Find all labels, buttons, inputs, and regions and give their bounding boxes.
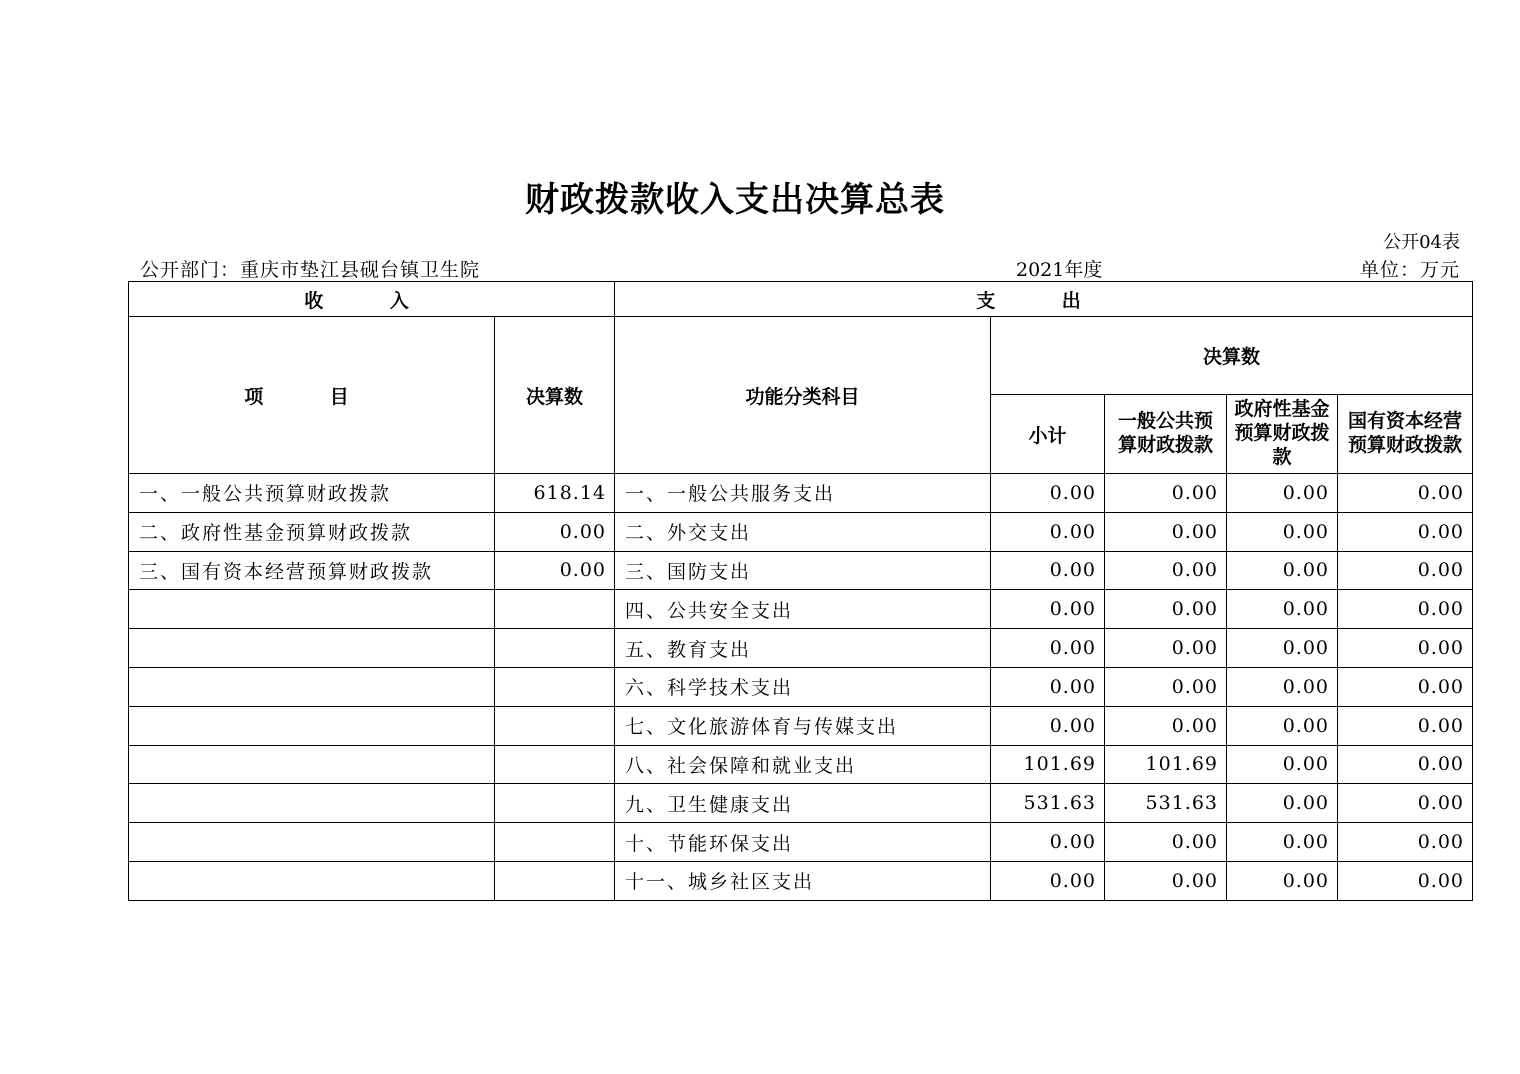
expense-item: 七、文化旅游体育与传媒支出 <box>615 706 991 745</box>
expense-item: 三、国防支出 <box>615 551 991 590</box>
general-budget-value: 0.00 <box>1105 706 1227 745</box>
table-row <box>129 745 1473 784</box>
income-item <box>129 590 495 629</box>
general-budget-value: 0.00 <box>1105 551 1227 590</box>
state-capital-value: 0.00 <box>1338 512 1473 551</box>
income-amount <box>495 667 615 706</box>
expense-item: 五、教育支出 <box>615 629 991 668</box>
income-item <box>129 667 495 706</box>
income-amount <box>495 706 615 745</box>
table-row <box>129 551 1473 590</box>
gov-fund-value: 0.00 <box>1227 512 1338 551</box>
income-item <box>129 861 495 900</box>
income-item: 三、国有资本经营预算财政拨款 <box>129 551 495 590</box>
table-row <box>129 629 1473 668</box>
subtotal-value: 531.63 <box>991 784 1105 823</box>
amount-header: 决算数 <box>495 317 615 474</box>
gov-fund-value: 0.00 <box>1227 861 1338 900</box>
state-capital-value: 0.00 <box>1338 706 1473 745</box>
income-item: 一、一般公共预算财政拨款 <box>129 474 495 513</box>
func-category-header: 功能分类科目 <box>615 317 991 474</box>
income-header: 收 入 <box>129 282 615 317</box>
gov-fund-value: 0.00 <box>1227 629 1338 668</box>
subtotal-value: 0.00 <box>991 474 1105 513</box>
subtotal-header: 小计 <box>991 395 1105 474</box>
department-label: 公开部门：重庆市垫江县砚台镇卫生院 <box>140 259 481 281</box>
general-budget-header: 一般公共预算财政拨款 <box>1105 395 1227 474</box>
gov-fund-value: 0.00 <box>1227 667 1338 706</box>
subtotal-value: 101.69 <box>991 745 1105 784</box>
fiscal-year: 2021年度 <box>1016 259 1103 281</box>
table-body <box>129 474 1473 901</box>
table-row <box>129 706 1473 745</box>
state-capital-value: 0.00 <box>1338 861 1473 900</box>
general-budget-value: 0.00 <box>1105 474 1227 513</box>
subtotal-value: 0.00 <box>991 861 1105 900</box>
expense-item: 六、科学技术支出 <box>615 667 991 706</box>
gov-fund-value: 0.00 <box>1227 474 1338 513</box>
state-capital-value: 0.00 <box>1338 745 1473 784</box>
state-capital-value: 0.00 <box>1338 474 1473 513</box>
gov-fund-value: 0.00 <box>1227 706 1338 745</box>
income-item <box>129 823 495 862</box>
income-amount <box>495 629 615 668</box>
table-row <box>129 512 1473 551</box>
income-amount: 618.14 <box>495 474 615 513</box>
state-capital-value: 0.00 <box>1338 823 1473 862</box>
expense-item: 一、一般公共服务支出 <box>615 474 991 513</box>
table-row <box>129 823 1473 862</box>
expense-header: 支 出 <box>615 282 1473 317</box>
subtotal-value: 0.00 <box>991 823 1105 862</box>
income-amount: 0.00 <box>495 551 615 590</box>
budget-summary-table <box>128 281 1473 901</box>
item-header: 项 目 <box>129 317 495 474</box>
form-number: 公开04表 <box>1383 232 1460 253</box>
general-budget-value: 0.00 <box>1105 629 1227 668</box>
general-budget-value: 0.00 <box>1105 823 1227 862</box>
expense-item: 十、节能环保支出 <box>615 823 991 862</box>
state-capital-value: 0.00 <box>1338 667 1473 706</box>
income-item <box>129 629 495 668</box>
gov-fund-value: 0.00 <box>1227 590 1338 629</box>
table-row <box>129 590 1473 629</box>
state-capital-value: 0.00 <box>1338 784 1473 823</box>
final-amount-header: 决算数 <box>991 317 1473 395</box>
general-budget-value: 0.00 <box>1105 861 1227 900</box>
income-item <box>129 745 495 784</box>
table-row <box>129 667 1473 706</box>
table-row <box>129 474 1473 513</box>
gov-fund-header: 政府性基金预算财政拨款 <box>1227 395 1338 474</box>
gov-fund-value: 0.00 <box>1227 784 1338 823</box>
gov-fund-value: 0.00 <box>1227 551 1338 590</box>
gov-fund-value: 0.00 <box>1227 745 1338 784</box>
expense-item: 九、卫生健康支出 <box>615 784 991 823</box>
subtotal-value: 0.00 <box>991 512 1105 551</box>
income-item <box>129 706 495 745</box>
state-capital-value: 0.00 <box>1338 551 1473 590</box>
income-amount: 0.00 <box>495 512 615 551</box>
general-budget-value: 101.69 <box>1105 745 1227 784</box>
table-row <box>129 784 1473 823</box>
income-item <box>129 784 495 823</box>
general-budget-value: 531.63 <box>1105 784 1227 823</box>
expense-item: 八、社会保障和就业支出 <box>615 745 991 784</box>
state-capital-value: 0.00 <box>1338 590 1473 629</box>
income-amount <box>495 590 615 629</box>
state-capital-header: 国有资本经营预算财政拨款 <box>1338 395 1473 474</box>
income-amount <box>495 861 615 900</box>
income-amount <box>495 823 615 862</box>
expense-item: 四、公共安全支出 <box>615 590 991 629</box>
table-row <box>129 861 1473 900</box>
subtotal-value: 0.00 <box>991 629 1105 668</box>
subtotal-value: 0.00 <box>991 706 1105 745</box>
subtotal-value: 0.00 <box>991 551 1105 590</box>
general-budget-value: 0.00 <box>1105 512 1227 551</box>
state-capital-value: 0.00 <box>1338 629 1473 668</box>
expense-item: 十一、城乡社区支出 <box>615 861 991 900</box>
income-amount <box>495 784 615 823</box>
expense-item: 二、外交支出 <box>615 512 991 551</box>
subtotal-value: 0.00 <box>991 590 1105 629</box>
income-item: 二、政府性基金预算财政拨款 <box>129 512 495 551</box>
page-title: 财政拨款收入支出决算总表 <box>525 180 945 220</box>
subtotal-value: 0.00 <box>991 667 1105 706</box>
general-budget-value: 0.00 <box>1105 667 1227 706</box>
income-amount <box>495 745 615 784</box>
general-budget-value: 0.00 <box>1105 590 1227 629</box>
unit-label: 单位：万元 <box>1359 259 1460 281</box>
gov-fund-value: 0.00 <box>1227 823 1338 862</box>
